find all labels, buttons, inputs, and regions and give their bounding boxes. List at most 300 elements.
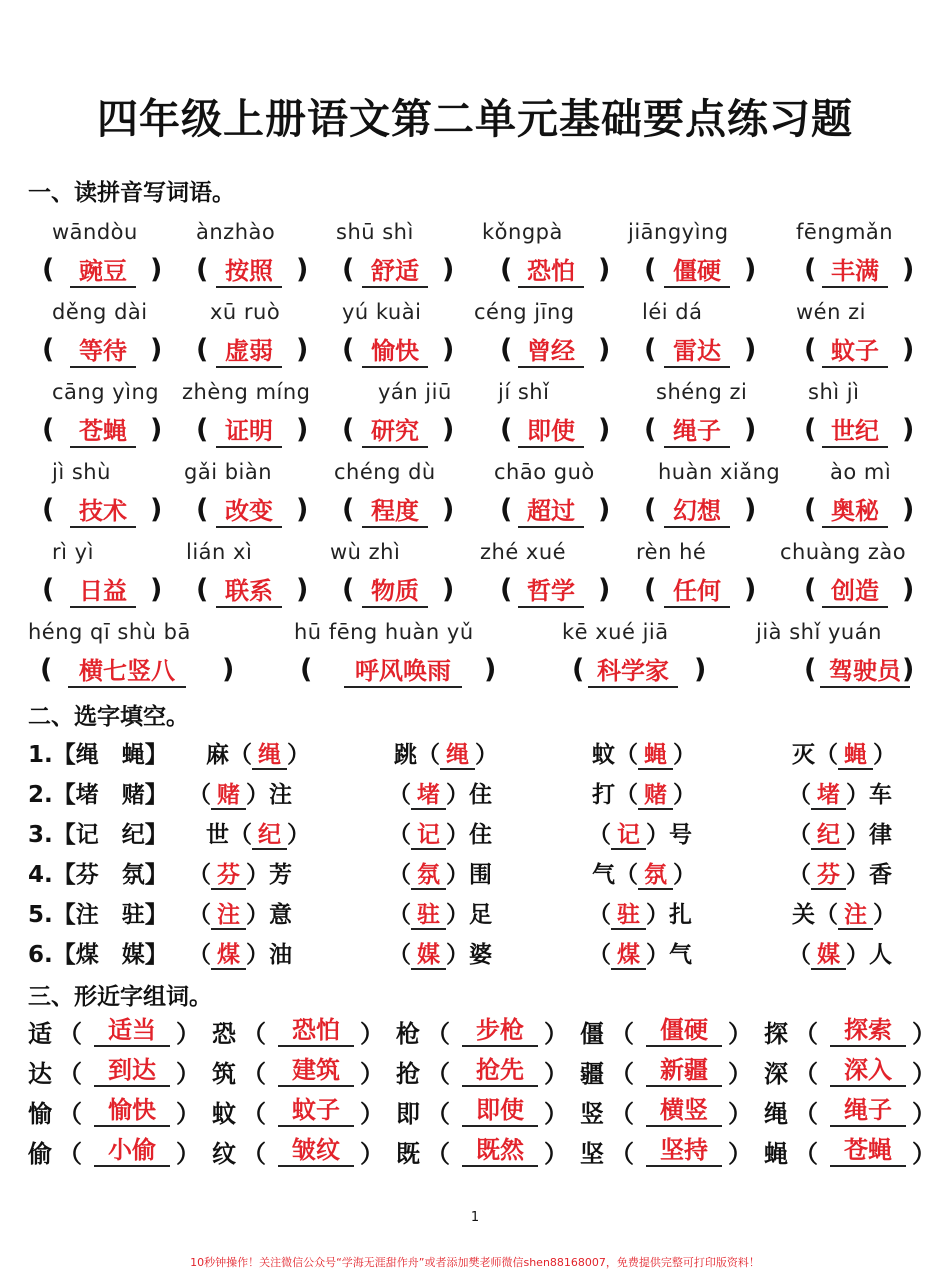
fill-answer: 芬: [211, 862, 246, 890]
fill-prefix: （: [188, 862, 211, 888]
fill-prefix: 跳（: [394, 742, 440, 768]
fill-blank-item: [588, 936, 692, 969]
base-character: 愉: [28, 1100, 52, 1128]
paren-open: (: [644, 414, 657, 445]
answer-word: 研究: [362, 416, 428, 448]
base-character: 竖: [580, 1100, 604, 1128]
answer-word: 深入: [830, 1055, 906, 1087]
paren-close: ): [442, 414, 455, 445]
paren-close: ): [902, 654, 915, 685]
fill-prefix: 蚊（: [592, 742, 638, 768]
paren-close: ）: [544, 1140, 568, 1168]
answer-word: 等待: [70, 336, 136, 368]
paren-open: (: [342, 494, 355, 525]
answer-word: 幻想: [664, 496, 730, 528]
answer-word: 舒适: [362, 256, 428, 288]
fill-blank-item: [592, 856, 696, 889]
pinyin: rì yì: [52, 540, 94, 564]
fill-answer: 记: [411, 822, 446, 850]
pinyin: chéng dù: [334, 460, 436, 484]
paren-close: ）: [360, 1140, 384, 1168]
paren-open: (: [42, 254, 55, 285]
fill-suffix: ）油: [246, 942, 292, 968]
paren-open: (: [196, 574, 209, 605]
answer-word: 恐怕: [518, 256, 584, 288]
fill-answer: 煤: [211, 942, 246, 970]
fill-blank-item: [788, 936, 892, 969]
paren-close: ）: [912, 1140, 936, 1168]
base-character: 筑: [212, 1060, 236, 1088]
paren-open: (: [644, 494, 657, 525]
paren-open: （: [610, 1020, 634, 1048]
answer-word: 即使: [462, 1095, 538, 1127]
fill-blank-item: [592, 776, 696, 809]
paren-close: ): [150, 334, 163, 365]
fill-answer: 赌: [211, 782, 246, 810]
paren-close: ): [598, 254, 611, 285]
paren-open: (: [804, 414, 817, 445]
answer-word: 皱纹: [278, 1135, 354, 1167]
fill-suffix: ）: [873, 902, 896, 928]
paren-open: (: [500, 414, 513, 445]
paren-open: （: [426, 1140, 450, 1168]
base-character: 抢: [396, 1060, 420, 1088]
answer-word: 新疆: [646, 1055, 722, 1087]
paren-open: (: [342, 574, 355, 605]
pinyin: léi dá: [642, 300, 703, 324]
paren-open: (: [342, 254, 355, 285]
paren-close: ): [902, 254, 915, 285]
base-character: 深: [764, 1060, 788, 1088]
pinyin: jì shù: [52, 460, 111, 484]
pinyin: huàn xiǎng: [658, 460, 781, 484]
paren-open: (: [804, 574, 817, 605]
paren-open: (: [644, 574, 657, 605]
fill-blank-item: [394, 736, 498, 769]
pinyin: ào mì: [830, 460, 892, 484]
paren-open: (: [196, 414, 209, 445]
paren-open: （: [610, 1060, 634, 1088]
fill-suffix: ）香: [846, 862, 892, 888]
footer-notice: 10秒钟操作！关注微信公众号“学海无涯甜作舟”或者添加樊老师微信shen88168007，免费提供完整可打印版资料！: [190, 1256, 760, 1269]
pinyin: yán jiū: [378, 380, 452, 404]
paren-close: ): [150, 254, 163, 285]
pinyin: jiāngyìng: [628, 220, 729, 244]
pinyin: wén zi: [796, 300, 866, 324]
fill-prefix: （: [788, 822, 811, 848]
paren-open: (: [500, 254, 513, 285]
answer-word: 既然: [462, 1135, 538, 1167]
fill-blank-item: [588, 896, 692, 929]
answer-word: 证明: [216, 416, 282, 448]
paren-open: (: [804, 494, 817, 525]
paren-close: ): [296, 494, 309, 525]
fill-answer: 芬: [811, 862, 846, 890]
paren-open: （: [794, 1060, 818, 1088]
base-character: 枪: [396, 1020, 420, 1048]
fill-answer: 煤: [611, 942, 646, 970]
answer-word: 适当: [94, 1015, 170, 1047]
paren-open: (: [572, 654, 585, 685]
pinyin: shì jì: [808, 380, 860, 404]
paren-close: ): [744, 254, 757, 285]
paren-close: ）: [176, 1020, 200, 1048]
fill-suffix: ）: [673, 862, 696, 888]
pinyin: shéng zi: [656, 380, 748, 404]
paren-close: ): [902, 574, 915, 605]
paren-open: （: [242, 1060, 266, 1088]
answer-word: 坚持: [646, 1135, 722, 1167]
paren-close: ）: [728, 1060, 752, 1088]
base-character: 恐: [212, 1020, 236, 1048]
answer-word: 联系: [216, 576, 282, 608]
answer-word: 技术: [70, 496, 136, 528]
paren-close: ）: [912, 1020, 936, 1048]
paren-open: （: [58, 1020, 82, 1048]
answer-word: 雷达: [664, 336, 730, 368]
pinyin: xū ruò: [210, 300, 281, 324]
choice-label: 2.【堵 赌】: [28, 782, 168, 808]
paren-open: (: [196, 494, 209, 525]
answer-word: 建筑: [278, 1055, 354, 1087]
paren-close: ): [744, 494, 757, 525]
fill-prefix: 关（: [792, 902, 838, 928]
answer-word: 按照: [216, 256, 282, 288]
fill-blank-item: [188, 856, 292, 889]
fill-answer: 注: [838, 902, 873, 930]
fill-prefix: （: [188, 782, 211, 808]
base-character: 蚊: [212, 1100, 236, 1128]
fill-prefix: （: [388, 862, 411, 888]
fill-suffix: ）号: [646, 822, 692, 848]
paren-close: ): [744, 574, 757, 605]
answer-word: 哲学: [518, 576, 584, 608]
fill-suffix: ）车: [846, 782, 892, 808]
fill-suffix: ）: [287, 822, 310, 848]
base-character: 达: [28, 1060, 52, 1088]
base-character: 偷: [28, 1140, 52, 1168]
answer-word: 绳子: [664, 416, 730, 448]
answer-word: 苍蝇: [830, 1135, 906, 1167]
answer-word: 恐怕: [278, 1015, 354, 1047]
paren-close: ): [150, 414, 163, 445]
base-character: 既: [396, 1140, 420, 1168]
paren-close: ）: [360, 1020, 384, 1048]
pinyin: héng qī shù bā: [28, 620, 191, 644]
fill-blank-item: [788, 776, 892, 809]
fill-prefix: （: [788, 782, 811, 808]
pinyin: chuàng zào: [780, 540, 907, 564]
paren-open: （: [242, 1020, 266, 1048]
fill-prefix: 灭（: [792, 742, 838, 768]
paren-open: (: [644, 254, 657, 285]
paren-close: ）: [728, 1100, 752, 1128]
base-character: 绳: [764, 1100, 788, 1128]
fill-prefix: （: [388, 782, 411, 808]
paren-close: ）: [912, 1060, 936, 1088]
fill-suffix: ）围: [446, 862, 492, 888]
paren-open: （: [426, 1020, 450, 1048]
fill-prefix: （: [188, 942, 211, 968]
paren-open: (: [644, 334, 657, 365]
paren-open: （: [610, 1140, 634, 1168]
base-character: 探: [764, 1020, 788, 1048]
pinyin: cāng yìng: [52, 380, 160, 404]
fill-prefix: （: [788, 942, 811, 968]
fill-blank-item: [388, 896, 492, 929]
answer-word: 丰满: [822, 256, 888, 288]
paren-open: (: [342, 334, 355, 365]
fill-answer: 蝇: [838, 742, 873, 770]
base-character: 蝇: [764, 1140, 788, 1168]
choice-label: 1.【绳 蝇】: [28, 742, 168, 768]
paren-close: ): [150, 494, 163, 525]
paren-close: ）: [360, 1060, 384, 1088]
fill-answer: 媒: [411, 942, 446, 970]
fill-prefix: （: [588, 942, 611, 968]
paren-close: ): [296, 414, 309, 445]
paren-open: （: [794, 1140, 818, 1168]
choice-label: 5.【注 驻】: [28, 902, 168, 928]
fill-suffix: ）: [873, 742, 896, 768]
pinyin: shū shì: [336, 220, 414, 244]
answer-word: 横竖: [646, 1095, 722, 1127]
fill-answer: 纪: [811, 822, 846, 850]
fill-answer: 驻: [611, 902, 646, 930]
paren-close: ）: [912, 1100, 936, 1128]
paren-open: (: [42, 414, 55, 445]
fill-blank-item: [388, 856, 492, 889]
answer-word: 苍蝇: [70, 416, 136, 448]
fill-suffix: ）意: [246, 902, 292, 928]
fill-answer: 赌: [638, 782, 673, 810]
paren-open: （: [58, 1140, 82, 1168]
fill-answer: 注: [211, 902, 246, 930]
fill-answer: 蝇: [638, 742, 673, 770]
fill-answer: 堵: [811, 782, 846, 810]
paren-open: (: [500, 494, 513, 525]
answer-word: 僵硬: [646, 1015, 722, 1047]
fill-prefix: 世（: [206, 822, 252, 848]
fill-prefix: （: [788, 862, 811, 888]
answer-word: 物质: [362, 576, 428, 608]
fill-suffix: ）扎: [646, 902, 692, 928]
paren-open: （: [58, 1100, 82, 1128]
fill-suffix: ）: [673, 742, 696, 768]
base-character: 疆: [580, 1060, 604, 1088]
section-2-heading: 二、选字填空。: [28, 704, 189, 730]
paren-close: ): [902, 414, 915, 445]
pinyin: hū fēng huàn yǔ: [294, 620, 474, 644]
fill-answer: 驻: [411, 902, 446, 930]
base-character: 适: [28, 1020, 52, 1048]
fill-suffix: ）: [287, 742, 310, 768]
fill-prefix: （: [388, 822, 411, 848]
answer-word: 即使: [518, 416, 584, 448]
paren-close: ): [744, 414, 757, 445]
fill-blank-item: [588, 816, 692, 849]
pinyin: céng jīng: [474, 300, 575, 324]
fill-prefix: 气（: [592, 862, 638, 888]
fill-suffix: ）气: [646, 942, 692, 968]
pinyin: fēngmǎn: [796, 220, 894, 244]
page-title: 四年级上册语文第二单元基础要点练习题: [97, 95, 853, 143]
paren-open: (: [300, 654, 313, 685]
answer-word: 程度: [362, 496, 428, 528]
fill-suffix: ）婆: [446, 942, 492, 968]
paren-open: (: [342, 414, 355, 445]
fill-answer: 氛: [411, 862, 446, 890]
paren-open: (: [804, 254, 817, 285]
fill-prefix: （: [388, 902, 411, 928]
paren-close: ）: [728, 1020, 752, 1048]
answer-word: 横七竖八: [68, 656, 186, 688]
paren-close: ): [296, 574, 309, 605]
paren-close: ）: [544, 1020, 568, 1048]
answer-word: 到达: [94, 1055, 170, 1087]
fill-blank-item: [188, 936, 292, 969]
paren-close: ）: [360, 1100, 384, 1128]
answer-word: 驾驶员: [820, 656, 910, 688]
fill-suffix: ）: [673, 782, 696, 808]
answer-word: 日益: [70, 576, 136, 608]
choice-label: 3.【记 纪】: [28, 822, 168, 848]
paren-open: （: [58, 1060, 82, 1088]
paren-open: (: [196, 334, 209, 365]
answer-word: 奥秘: [822, 496, 888, 528]
pinyin: gǎi biàn: [184, 460, 273, 484]
paren-open: (: [40, 654, 53, 685]
answer-word: 绳子: [830, 1095, 906, 1127]
pinyin: kǒngpà: [482, 220, 563, 244]
base-character: 纹: [212, 1140, 236, 1168]
fill-blank-item: [592, 736, 696, 769]
fill-blank-item: [788, 816, 892, 849]
fill-blank-item: [788, 856, 892, 889]
pinyin: jí shǐ: [498, 380, 550, 404]
fill-answer: 记: [611, 822, 646, 850]
paren-open: (: [196, 254, 209, 285]
paren-close: ): [598, 574, 611, 605]
fill-suffix: ）: [475, 742, 498, 768]
base-character: 僵: [580, 1020, 604, 1048]
fill-prefix: （: [388, 942, 411, 968]
answer-word: 步枪: [462, 1015, 538, 1047]
paren-close: ): [442, 574, 455, 605]
paren-open: (: [42, 574, 55, 605]
answer-word: 超过: [518, 496, 584, 528]
pinyin: jià shǐ yuán: [756, 620, 882, 644]
paren-open: （: [794, 1020, 818, 1048]
answer-word: 虚弱: [216, 336, 282, 368]
fill-suffix: ）人: [846, 942, 892, 968]
paren-open: (: [500, 334, 513, 365]
answer-word: 改变: [216, 496, 282, 528]
paren-open: （: [610, 1100, 634, 1128]
answer-word: 呼风唤雨: [344, 656, 462, 688]
pinyin: kē xué jiā: [562, 620, 669, 644]
paren-close: ): [598, 414, 611, 445]
answer-word: 世纪: [822, 416, 888, 448]
fill-suffix: ）律: [846, 822, 892, 848]
pinyin: děng dài: [52, 300, 148, 324]
paren-close: ）: [728, 1140, 752, 1168]
paren-close: ): [442, 254, 455, 285]
answer-word: 豌豆: [70, 256, 136, 288]
section-3-heading: 三、形近字组词。: [28, 984, 212, 1010]
fill-prefix: （: [588, 902, 611, 928]
answer-word: 创造: [822, 576, 888, 608]
answer-word: 蚊子: [278, 1095, 354, 1127]
fill-suffix: ）注: [246, 782, 292, 808]
answer-word: 曾经: [518, 336, 584, 368]
paren-close: ): [222, 654, 235, 685]
pinyin: wāndòu: [52, 220, 138, 244]
paren-open: （: [426, 1060, 450, 1088]
paren-close: ): [902, 494, 915, 525]
fill-answer: 堵: [411, 782, 446, 810]
fill-answer: 氛: [638, 862, 673, 890]
fill-prefix: （: [588, 822, 611, 848]
pinyin: ànzhào: [196, 220, 276, 244]
fill-prefix: 麻（: [206, 742, 252, 768]
pinyin: yú kuài: [342, 300, 422, 324]
paren-close: ）: [544, 1100, 568, 1128]
paren-open: （: [426, 1100, 450, 1128]
section-1-heading: 一、读拼音写词语。: [28, 180, 235, 206]
pinyin: zhé xué: [480, 540, 567, 564]
fill-answer: 媒: [811, 942, 846, 970]
paren-close: ): [296, 334, 309, 365]
paren-close: ): [598, 494, 611, 525]
paren-open: （: [242, 1140, 266, 1168]
paren-close: ): [150, 574, 163, 605]
paren-close: ): [598, 334, 611, 365]
paren-open: (: [804, 654, 817, 685]
choice-label: 4.【芬 氛】: [28, 862, 168, 888]
paren-close: ）: [176, 1100, 200, 1128]
paren-open: （: [242, 1100, 266, 1128]
paren-open: (: [500, 574, 513, 605]
fill-blank-item: [206, 736, 310, 769]
pinyin: zhèng míng: [182, 380, 311, 404]
answer-word: 探索: [830, 1015, 906, 1047]
paren-close: ): [694, 654, 707, 685]
fill-blank-item: [206, 816, 310, 849]
paren-close: ): [296, 254, 309, 285]
answer-word: 僵硬: [664, 256, 730, 288]
fill-blank-item: [188, 896, 292, 929]
fill-blank-item: [792, 736, 896, 769]
answer-word: 任何: [664, 576, 730, 608]
paren-close: ): [744, 334, 757, 365]
fill-prefix: 打（: [592, 782, 638, 808]
fill-suffix: ）住: [446, 822, 492, 848]
paren-open: (: [804, 334, 817, 365]
fill-blank-item: [388, 816, 492, 849]
paren-close: ）: [176, 1140, 200, 1168]
answer-word: 抢先: [462, 1055, 538, 1087]
paren-close: ): [902, 334, 915, 365]
fill-blank-item: [388, 936, 492, 969]
pinyin: chāo guò: [494, 460, 595, 484]
answer-word: 科学家: [588, 656, 678, 688]
choice-label: 6.【煤 媒】: [28, 942, 168, 968]
fill-blank-item: [188, 776, 292, 809]
fill-answer: 纪: [252, 822, 287, 850]
fill-prefix: （: [188, 902, 211, 928]
answer-word: 小偷: [94, 1135, 170, 1167]
